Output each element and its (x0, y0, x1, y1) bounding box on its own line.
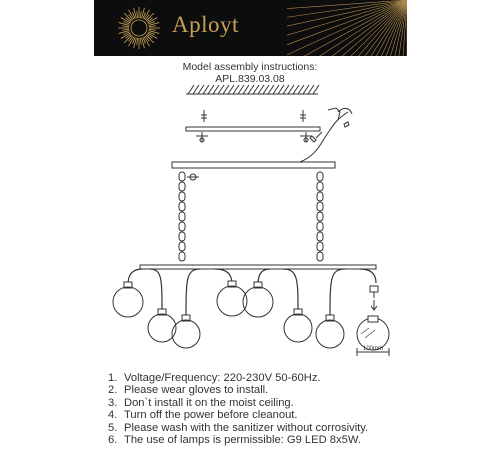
instruction-item: 1. Voltage/Frequency: 220-230V 50-60Hz. (108, 372, 321, 384)
model-number: APL.839.03.08 (215, 73, 285, 85)
sun-logo-icon (116, 5, 162, 51)
screwdriver-icon (196, 132, 312, 142)
glass-shade-icon (357, 316, 389, 350)
brand-name: Aployt (172, 12, 239, 37)
instruction-item: 2. Please wear gloves to install. (108, 384, 269, 397)
chain-right (317, 172, 323, 261)
brand-banner (94, 0, 407, 56)
instruction-item: 5. Please wash with the sanitizer without corrosivity. (108, 421, 369, 434)
ceiling-screw-left (201, 110, 207, 122)
chain-left (179, 172, 185, 261)
mounting-bracket (186, 127, 320, 131)
instructions-list (108, 372, 368, 446)
canopy-screw-icon (187, 174, 199, 180)
canopy-bar (172, 162, 335, 168)
glass-globes (113, 281, 344, 348)
bulb-icon (370, 286, 378, 310)
instruction-item: 6. The use of lamps is permissible: G9 LED 8x5W. (108, 434, 361, 447)
doc-title: Model assembly instructions: (182, 61, 318, 73)
ceiling-hatch (186, 85, 319, 94)
assembly-diagram (0, 80, 500, 365)
ceiling-screw-right (300, 110, 306, 122)
instruction-item: 3. Don`t install it on the moist ceiling. (108, 396, 294, 409)
dimension-label: 100mm (362, 346, 384, 352)
decorative-rays (287, 0, 407, 56)
main-rod (140, 265, 376, 269)
cable-connector-icon (300, 108, 352, 162)
instruction-item: 4. Turn off the power before cleanout. (108, 409, 298, 422)
